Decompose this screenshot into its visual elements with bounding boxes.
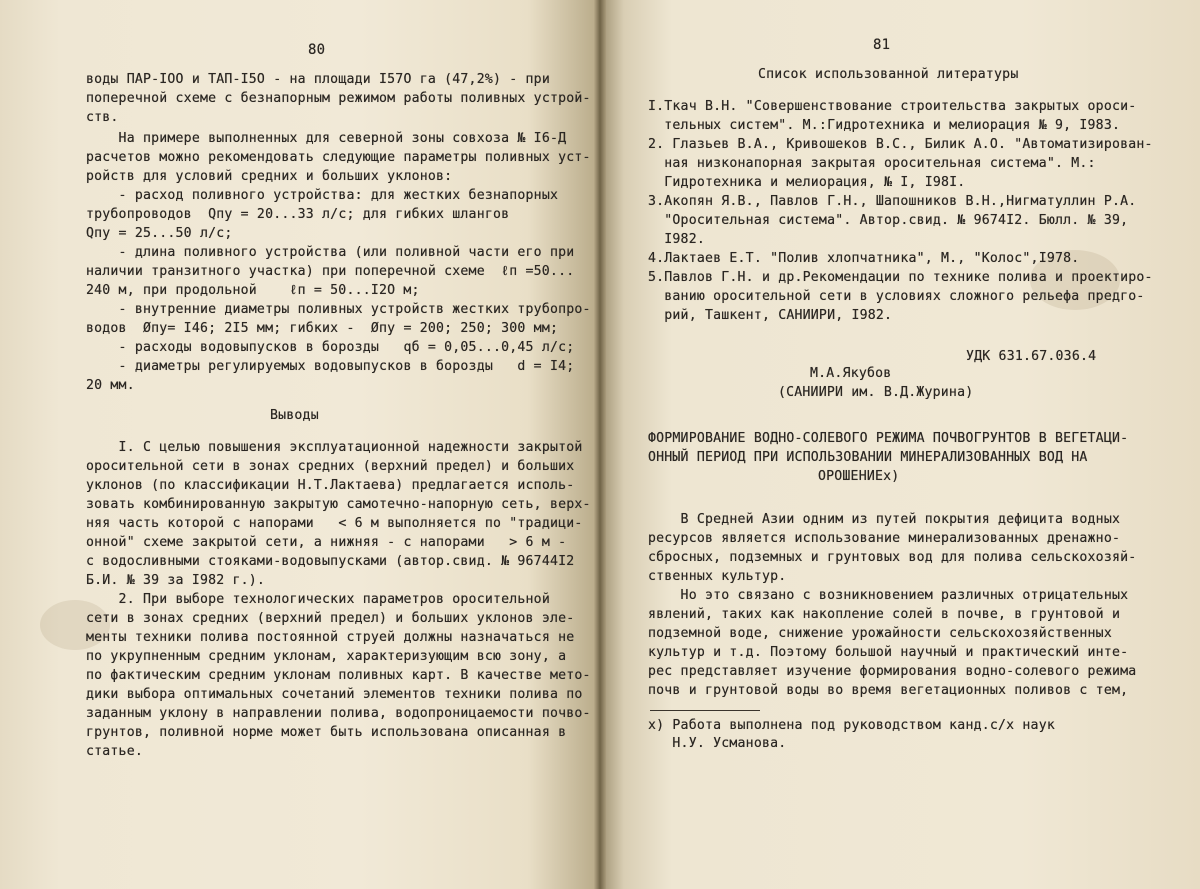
text-line: - расходы водовыпусков в борозды qб = 0,05...0,45 л/с; <box>86 340 575 355</box>
body-line: рес представляет изучение формирования водно-солевого режима <box>648 664 1137 679</box>
text-line: ств. <box>86 110 119 125</box>
text-line: по укрупненным средним уклонам, характеризующим всю зону, а <box>86 649 567 664</box>
body-line: ресурсов является использование минерализованных дренажно- <box>648 531 1121 546</box>
body-line: явлений, таких как накопление солей в почве, в грунтовой и <box>648 607 1121 622</box>
text-line: Б.И. № 39 за I982 г.). <box>86 573 266 588</box>
reference-line: 2. Глазьев В.А., Кривошеков В.С., Билик А.О. "Автоматизирован- <box>648 137 1153 152</box>
body-line: культур и т.д. Поэтому большой научный и практический инте- <box>648 645 1129 660</box>
text-line: - расход поливного устройства: для жестких безнапорных <box>86 188 559 203</box>
body-line: ственных культур. <box>648 569 787 584</box>
text-line: - внутренние диаметры поливных устройств жестких трубопро- <box>86 302 591 317</box>
text-line: оросительной сети в зонах средних (верхний предел) и больших <box>86 459 575 474</box>
udc-code: УДК 631.67.036.4 <box>966 349 1097 364</box>
text-line: ройств для условий средних и больших уклонов: <box>86 169 453 184</box>
reference-line: тельных систем". М.:Гидротехника и мелиорация № 9, I983. <box>648 118 1121 133</box>
reference-line: ная низконапорная закрытая оросительная система". М.: <box>648 156 1096 171</box>
text-line: воды ПАР-IОО и ТАП-I5О - на площади I57О га (47,2%) - при <box>86 72 550 87</box>
text-line: На примере выполненных для северной зоны совхоза № I6-Д <box>86 131 567 146</box>
page-number-left: 80 <box>308 42 326 58</box>
article-title-line: ФОРМИРОВАНИЕ ВОДНО-СОЛЕВОГО РЕЖИМА ПОЧВОГРУНТОВ В ВЕГЕТАЦИ- <box>648 431 1129 446</box>
body-line: В Средней Азии одним из путей покрытия дефицита водных <box>648 512 1121 527</box>
reference-line: 5.Павлов Г.Н. и др.Рекомендации по технике полива и проектиро- <box>648 270 1153 285</box>
text-line: зовать комбинированную закрытую самотечно-напорную сеть, верх- <box>86 497 591 512</box>
reference-line: I.Ткач В.Н. "Совершенствование строительства закрытых ороси- <box>648 99 1137 114</box>
text-line: поперечной схеме с безнапорным режимом работы поливных устрой- <box>86 91 591 106</box>
text-line: Qпу = 25...50 л/с; <box>86 226 233 241</box>
reference-line: 3.Акопян Я.В., Павлов Г.Н., Шапошников В.Н.,Нигматуллин Р.А. <box>648 194 1137 209</box>
body-line: сбросных, подземных и грунтовых вод для полива сельскохозяй- <box>648 550 1137 565</box>
text-line: сети в зонах средних (верхний предел) и больших уклонов эле- <box>86 611 575 626</box>
text-line: менты техники полива постоянной струей должны назначаться не <box>86 630 575 645</box>
text-line: с водосливными стояками-водовыпусками (автор.свид. № 96744I2 <box>86 554 575 569</box>
right-page <box>600 0 1200 889</box>
footnote-line: Н.У. Усманова. <box>648 736 787 751</box>
reference-line: рий, Ташкент, САНИИРИ, I982. <box>648 308 893 323</box>
reference-line: "Оросительная система". Автор.свид. № 9674I2. Бюлл. № 39, <box>648 213 1129 228</box>
text-line: - диаметры регулируемых водовыпусков в борозды d = I4; <box>86 359 575 374</box>
text-line: трубопроводов Qпу = 20...33 л/с; для гибких шлангов <box>86 207 510 222</box>
reference-line: ванию оросительной сети в условиях сложного рельефа предго- <box>648 289 1145 304</box>
body-line: почв и грунтовой воды во время вегетационных поливов с тем, <box>648 683 1129 698</box>
body-line: Но это связано с возникновением различных отрицательных <box>648 588 1129 603</box>
text-line: 240 м, при продольной ℓп = 50...I2О м; <box>86 283 420 298</box>
text-line: уклонов (по классификации Н.Т.Лактаева) предлагается исполь- <box>86 478 575 493</box>
text-line: дики выбора оптимальных сочетаний элементов техники полива по <box>86 687 583 702</box>
article-title-line: ОННЫЙ ПЕРИОД ПРИ ИСПОЛЬЗОВАНИИ МИНЕРАЛИЗОВАННЫХ ВОД НА <box>648 450 1088 465</box>
text-line: наличии транзитного участка) при поперечной схеме ℓп =50... <box>86 264 575 279</box>
text-line: 2. При выборе технологических параметров оросительной <box>86 592 550 607</box>
author-affiliation: (САНИИРИ им. В.Д.Журина) <box>778 385 974 400</box>
text-line: расчетов можно рекомендовать следующие параметры поливных уст- <box>86 150 591 165</box>
conclusions-heading: Выводы <box>270 408 319 423</box>
text-line: водов Øпу= I46; 2I5 мм; гибких - Øпу = 200; 250; 300 мм; <box>86 321 559 336</box>
footnote-line: x) Работа выполнена под руководством канд.с/х наук <box>648 718 1055 733</box>
reference-line: Гидротехника и мелиорация, № I, I98I. <box>648 175 966 190</box>
text-line: I. С целью повышения эксплуатационной надежности закрытой <box>86 440 583 455</box>
text-line: грунтов, поливной норме может быть использована описанная в <box>86 725 567 740</box>
body-line: подземной воде, снижение урожайности сельскохозяйственных <box>648 626 1112 641</box>
reference-line: 4.Лактаев Е.Т. "Полив хлопчатника", М., "Колос",I978. <box>648 251 1080 266</box>
article-title-line: ОРОШЕНИЕx) <box>818 469 900 484</box>
references-heading: Список использованной литературы <box>758 67 1019 82</box>
footnote-rule <box>650 710 760 711</box>
text-line: онной" схеме закрытой сети, а нижняя - с напорами > 6 м - <box>86 535 567 550</box>
text-line: - длина поливного устройства (или поливной части его при <box>86 245 575 260</box>
text-line: няя часть которой с напорами < 6 м выполняется по "традици- <box>86 516 583 531</box>
text-line: заданным уклону в направлении полива, водопроницаемости почво- <box>86 706 591 721</box>
text-line: по фактическим средним уклонам поливных карт. В качестве мето- <box>86 668 591 683</box>
text-line: 20 мм. <box>86 378 135 393</box>
reference-line: I982. <box>648 232 705 247</box>
page-number-right: 81 <box>873 37 891 53</box>
book-gutter <box>594 0 606 889</box>
text-line: статье. <box>86 744 143 759</box>
author-name: М.А.Якубов <box>810 366 892 381</box>
